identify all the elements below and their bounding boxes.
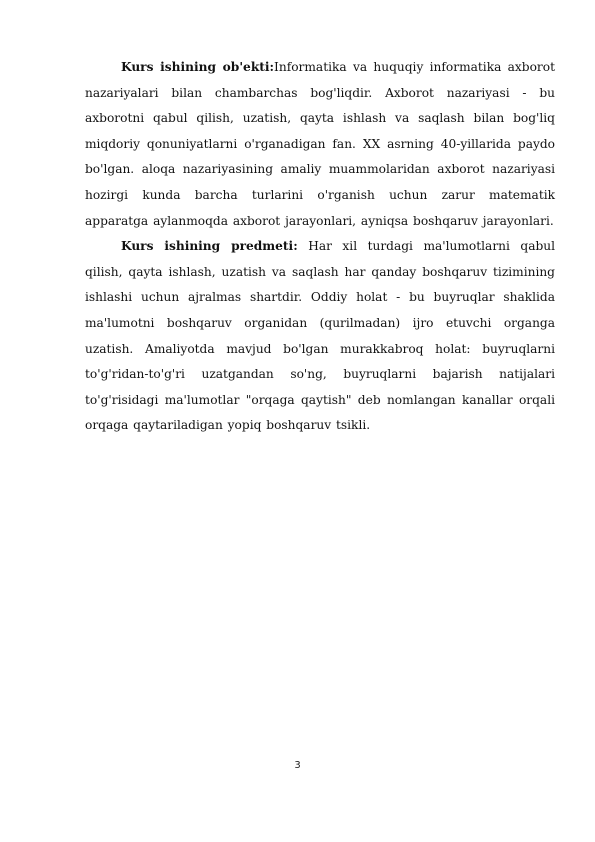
paragraph-body: Har xil turdagi ma'lumotlarni qabul qilish, qayta ishlash, uzatish va saqlash har qanday boshqaruv tizimining ishlashi uchun ajralmas shartdir. Oddiy holat - bu buyruqlar shaklida ma'lumotni boshqaruv organidan (qurilmadan) ijro etuvchi organga uzatish. Amaliyotda mavjud bo'lgan murakkabroq holat: buyruqlarni to'g'ridan-to'g'ri uzatgandan so'ng, buyruqlarni bajarish natijalari to'g'risidagi ma'lumotlar "orqaga qaytish" deb nomlangan kanallar orqali orqaga qaytariladigan yopiq boshqaruv tsikli.: [85, 239, 556, 433]
paragraph-label: Kurs ishining predmeti:: [121, 239, 298, 254]
paragraph-subject: [85, 234, 555, 439]
body-text: [85, 55, 555, 439]
paragraph-object: [85, 55, 555, 234]
page-number: 3: [294, 760, 301, 771]
paragraph-body: Informatika va huquqiy informatika axborot nazariyalari bilan chambarchas bog'liqdir. Axborot nazariyasi - bu axborotni qabul qilish, uzatish, qayta ishlash va saqlash bilan bog'liq miqdoriy qonuniyatlarni o'rganadigan fan. XX asrning 40-yillarida paydo bo'lgan. aloqa nazariyasining amaliy muammolaridan axborot nazariyasi hozirgi kunda barcha turlarini o'rganish uchun zarur matematik apparatga aylanmoqda axborot jarayonlari, ayniqsa boshqaruv jarayonlari.: [85, 60, 555, 228]
paragraph-label: Kurs ishining ob'ekti:: [121, 60, 275, 74]
